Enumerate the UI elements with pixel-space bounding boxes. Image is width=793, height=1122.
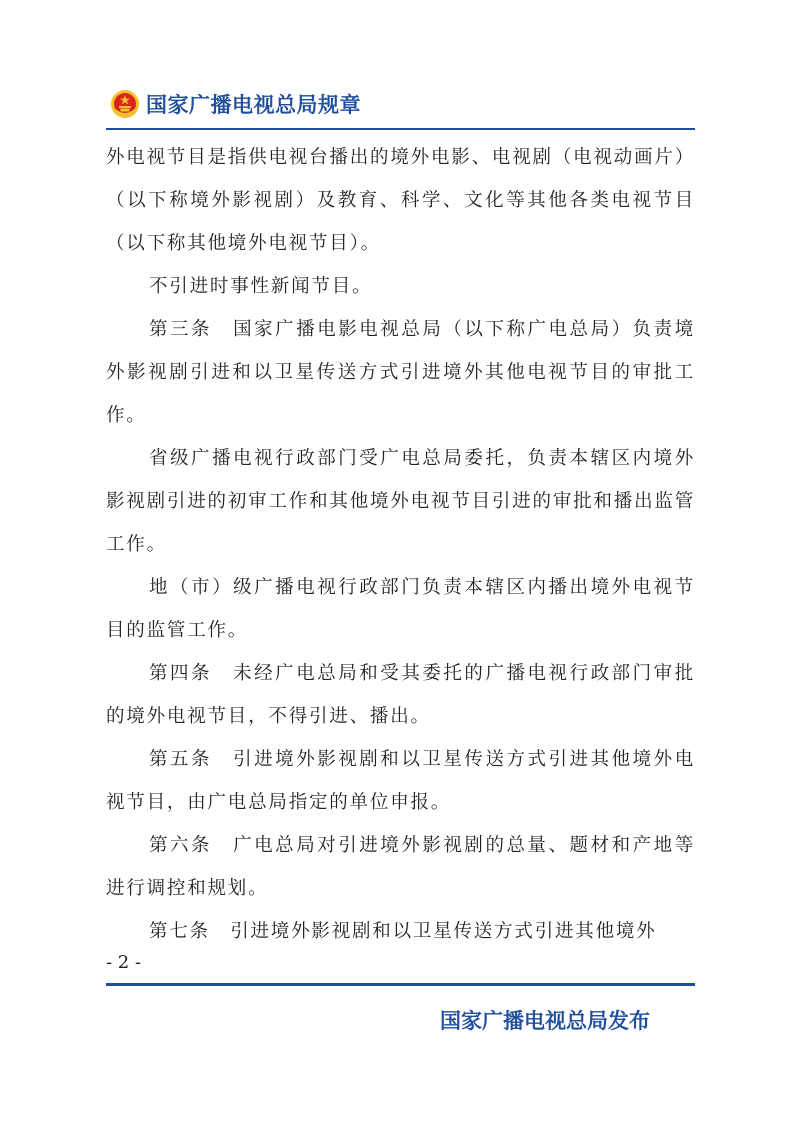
- document-header: [110, 86, 361, 122]
- footer-divider: [106, 983, 695, 986]
- page-number: - 2 -: [106, 952, 142, 973]
- header-title: 国家广播电视总局规章: [146, 93, 361, 117]
- paragraph: 外电视节目是指供电视台播出的境外电影、电视剧（电视动画片）（以下称境外影视剧）及教育、科学、文化等其他各类电视节目（以下称其他境外电视节目）。: [106, 147, 695, 254]
- paragraph-article-6: 第六条 广电总局对引进境外影视剧的总量、题材和产地等进行调控和规划。: [106, 835, 695, 899]
- paragraph-article-7: 第七条 引进境外影视剧和以卫星传送方式引进其他境外: [149, 921, 657, 942]
- footer-publisher: 国家广播电视总局发布: [440, 1009, 650, 1033]
- national-emblem-icon: [110, 89, 140, 119]
- paragraph-article-5: 第五条 引进境外影视剧和以卫星传送方式引进其他境外电视节目，由广电总局指定的单位申报。: [106, 749, 695, 813]
- paragraph: 不引进时事性新闻节目。: [149, 276, 373, 297]
- document-body: [106, 136, 695, 953]
- paragraph-article-3: 第三条 国家广播电影电视总局（以下称广电总局）负责境外影视剧引进和以卫星传送方式引进境外其他电视节目的审批工作。: [106, 319, 695, 426]
- paragraph: 地（市）级广播电视行政部门负责本辖区内播出境外电视节目的监管工作。: [106, 577, 695, 641]
- paragraph-article-4: 第四条 未经广电总局和受其委托的广播电视行政部门审批的境外电视节目，不得引进、播出。: [106, 663, 695, 727]
- paragraph: 省级广播电视行政部门受广电总局委托，负责本辖区内境外影视剧引进的初审工作和其他境外电视节目引进的审批和播出监管工作。: [106, 448, 695, 555]
- header-divider: [106, 128, 695, 130]
